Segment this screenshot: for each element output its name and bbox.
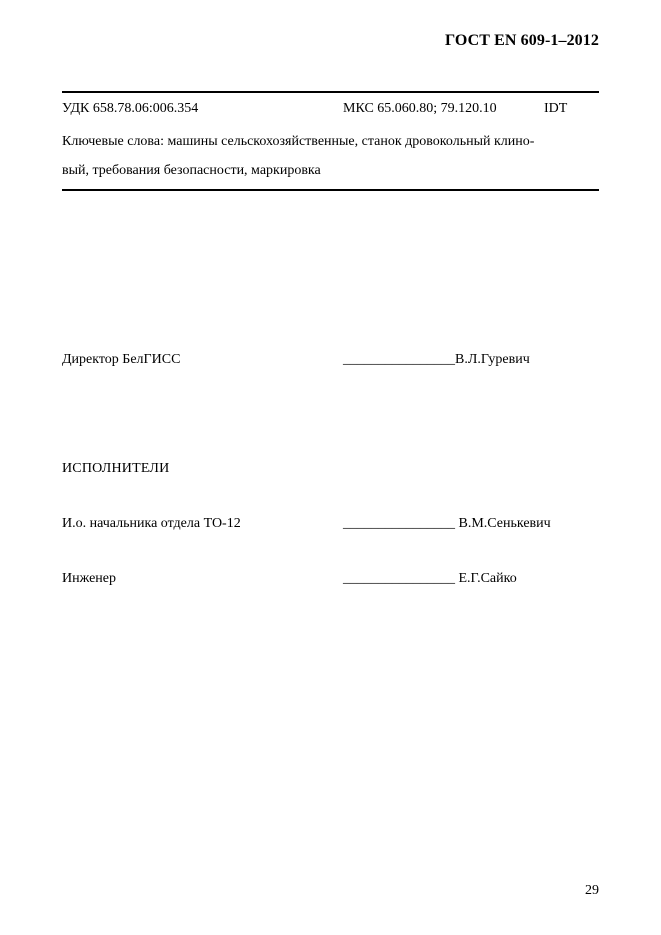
- director-role: Директор БелГИСС: [62, 352, 181, 367]
- keywords-line-1: Ключевые слова: машины сельскохозяйственные, станок дровокольный клино-: [62, 134, 535, 149]
- classification-row: [62, 101, 599, 121]
- engineer-name: Е.Г.Сайко: [455, 571, 517, 586]
- engineer-role: Инженер: [62, 571, 117, 586]
- head-name: В.М.Сенькевич: [455, 516, 551, 531]
- top-rule: [62, 91, 599, 93]
- engineer-signature-row: [62, 571, 599, 591]
- head-signature-line: [343, 516, 551, 532]
- head-signature-row: [62, 516, 599, 536]
- keywords-paragraph: [62, 127, 599, 185]
- page-number: 29: [585, 883, 599, 898]
- head-role: И.о. начальника отдела ТО-12: [62, 516, 241, 531]
- engineer-line: ________________: [343, 571, 455, 586]
- mks-code: МКС 65.060.80; 79.120.10: [343, 101, 497, 116]
- engineer-signature-line: [343, 571, 517, 587]
- degree-of-correspondence: IDT: [544, 101, 568, 116]
- udk-code: УДК 658.78.06:006.354: [62, 101, 199, 116]
- director-line: ________________: [343, 352, 455, 367]
- standard-number: ГОСТ EN 609-1–2012: [444, 32, 599, 49]
- head-line: ________________: [343, 516, 455, 531]
- director-signature-row: [62, 352, 599, 372]
- director-name: В.Л.Гуревич: [455, 352, 530, 367]
- executors-heading: ИСПОЛНИТЕЛИ: [62, 461, 170, 476]
- director-signature-line: [343, 352, 530, 368]
- keywords-line-2: вый, требования безопасности, маркировка: [62, 163, 321, 178]
- bottom-rule: [62, 189, 599, 191]
